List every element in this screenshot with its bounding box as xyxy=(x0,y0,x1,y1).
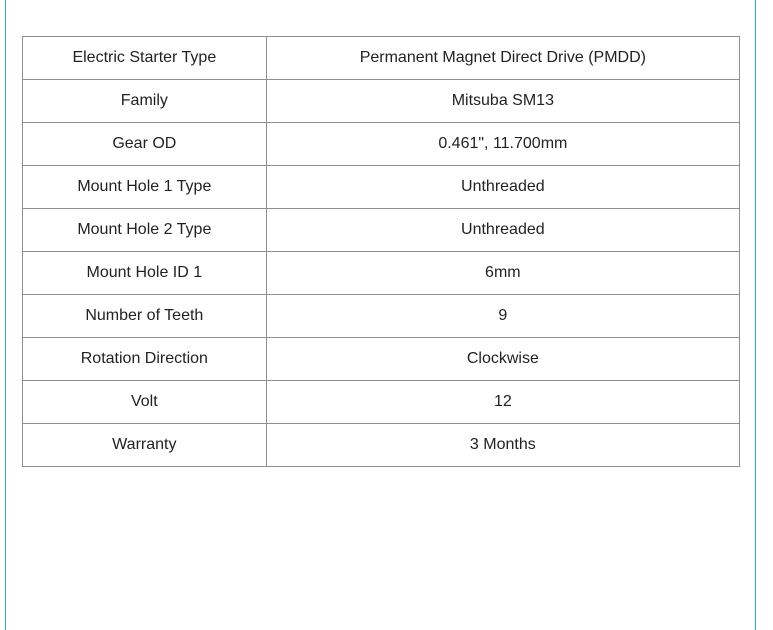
table-row xyxy=(23,209,740,252)
table-row xyxy=(23,424,740,467)
spec-label: Mount Hole 1 Type xyxy=(23,166,267,209)
table-row xyxy=(23,37,740,80)
spec-label: Family xyxy=(23,80,267,123)
spec-value: 0.461", 11.700mm xyxy=(266,123,739,166)
spec-label: Mount Hole ID 1 xyxy=(23,252,267,295)
spec-value: Mitsuba SM13 xyxy=(266,80,739,123)
table-row xyxy=(23,338,740,381)
spec-value: 3 Months xyxy=(266,424,739,467)
spec-value: 9 xyxy=(266,295,739,338)
table-row xyxy=(23,166,740,209)
spec-value: Clockwise xyxy=(266,338,739,381)
spec-value: Unthreaded xyxy=(266,209,739,252)
table-row xyxy=(23,295,740,338)
table-row xyxy=(23,123,740,166)
spec-label: Number of Teeth xyxy=(23,295,267,338)
spec-label: Electric Starter Type xyxy=(23,37,267,80)
spec-label: Mount Hole 2 Type xyxy=(23,209,267,252)
spec-label: Volt xyxy=(23,381,267,424)
table-row xyxy=(23,381,740,424)
spec-label: Gear OD xyxy=(23,123,267,166)
spec-label: Warranty xyxy=(23,424,267,467)
spec-label: Rotation Direction xyxy=(23,338,267,381)
spec-value: Unthreaded xyxy=(266,166,739,209)
spec-value: Permanent Magnet Direct Drive (PMDD) xyxy=(266,37,739,80)
table-row xyxy=(23,80,740,123)
spec-value: 6mm xyxy=(266,252,739,295)
table-row xyxy=(23,252,740,295)
spec-value: 12 xyxy=(266,381,739,424)
specifications-table xyxy=(22,36,740,467)
